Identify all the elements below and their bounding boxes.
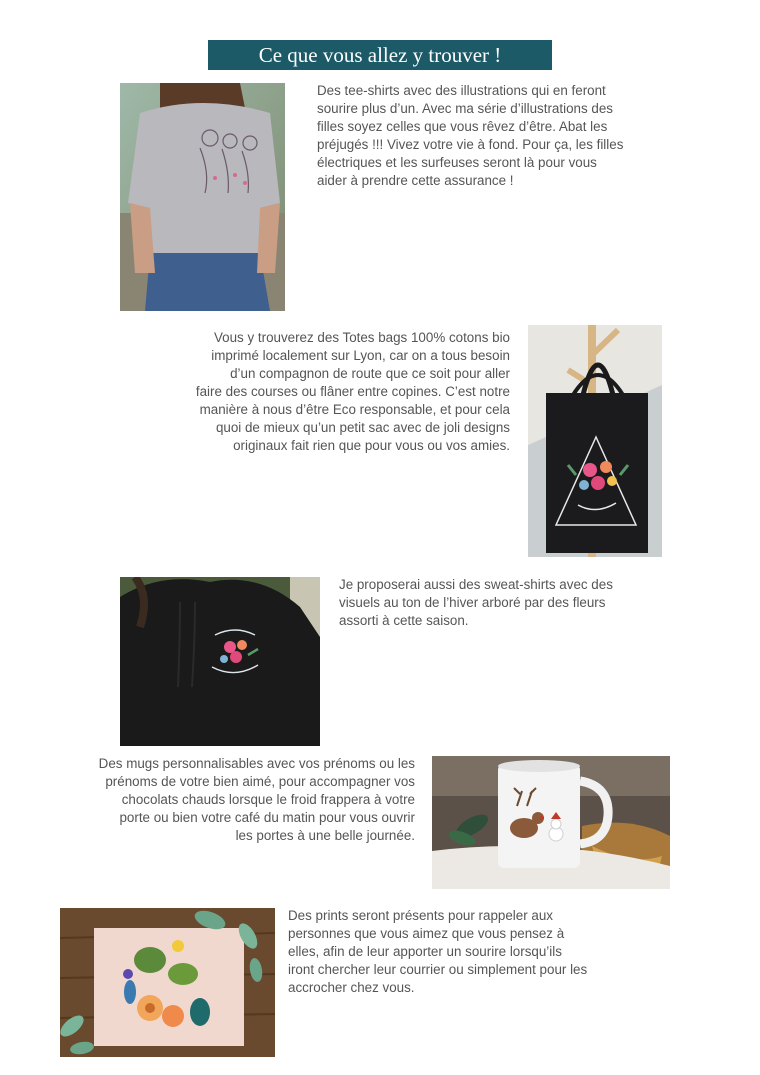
text-line: aider à prendre cette assurance !	[317, 173, 514, 188]
text-line: d’un compagnon de route que ce soit pour aller	[230, 366, 510, 381]
mug-description	[60, 755, 415, 845]
text-line: sourire plus d’un. Avec ma série d’illustrations des	[317, 101, 613, 116]
mug-photo	[432, 756, 670, 889]
text-line: visuels au ton de l’hiver arboré par des fleurs	[339, 595, 606, 610]
print-description	[288, 907, 587, 997]
text-line: faire des courses ou flâner entre copines. C’est notre	[195, 384, 510, 399]
text-line: Des mugs personnalisables avec vos prénoms ou les	[98, 756, 415, 771]
text-line: quoi de mieux qu’un petit sac avec de joli designs	[215, 420, 510, 435]
text-line: elles, afin de leur apporter un sourire lorsqu’ils	[288, 944, 562, 959]
tshirt-description	[317, 82, 623, 190]
text-line: chocolats chauds lorsque le froid frappera à votre	[121, 792, 415, 807]
tote-bag-description	[160, 329, 510, 455]
page-title: Ce que vous allez y trouver !	[208, 40, 552, 70]
text-line: manière à nous d’être Eco responsable, et pour cela	[199, 402, 510, 417]
text-line: filles soyez celles que vous rêvez d’être. Abat les	[317, 119, 608, 134]
text-line: les portes à une belle journée.	[235, 828, 415, 843]
text-line: originaux fait rien que pour vous ou vos amies.	[233, 438, 510, 453]
text-line: assorti à cette saison.	[339, 613, 469, 628]
sweatshirt-photo	[120, 577, 320, 746]
text-line: Je proposerai aussi des sweat-shirts avec des	[339, 577, 613, 592]
text-line: Des tee-shirts avec des illustrations qui en feront	[317, 83, 606, 98]
text-line: personnes que vous aimez que vous pensez à	[288, 926, 565, 941]
text-line: préjugés !!! Vivez votre vie à fond. Pour ça, les filles	[317, 137, 624, 152]
text-line: iront chercher leur courrier ou simplement pour les	[288, 962, 588, 977]
print-photo	[60, 908, 275, 1057]
text-line: prénoms de votre bien aimé, pour accompagner vos	[105, 774, 415, 789]
text-line: électriques et les surfeuses seront là pour vous	[317, 155, 597, 170]
text-line: Des prints seront présents pour rappeler aux	[288, 908, 553, 923]
text-line: porte ou bien votre café du matin pour vous ouvrir	[119, 810, 415, 825]
tshirt-photo	[120, 83, 285, 311]
sweatshirt-description	[339, 576, 613, 630]
text-line: Vous y trouverez des Totes bags 100% cotons bio	[213, 330, 510, 345]
tote-bag-photo	[528, 325, 662, 557]
text-line: imprimé localement sur Lyon, car on a tous besoin	[211, 348, 510, 363]
text-line: accrocher chez vous.	[288, 980, 415, 995]
